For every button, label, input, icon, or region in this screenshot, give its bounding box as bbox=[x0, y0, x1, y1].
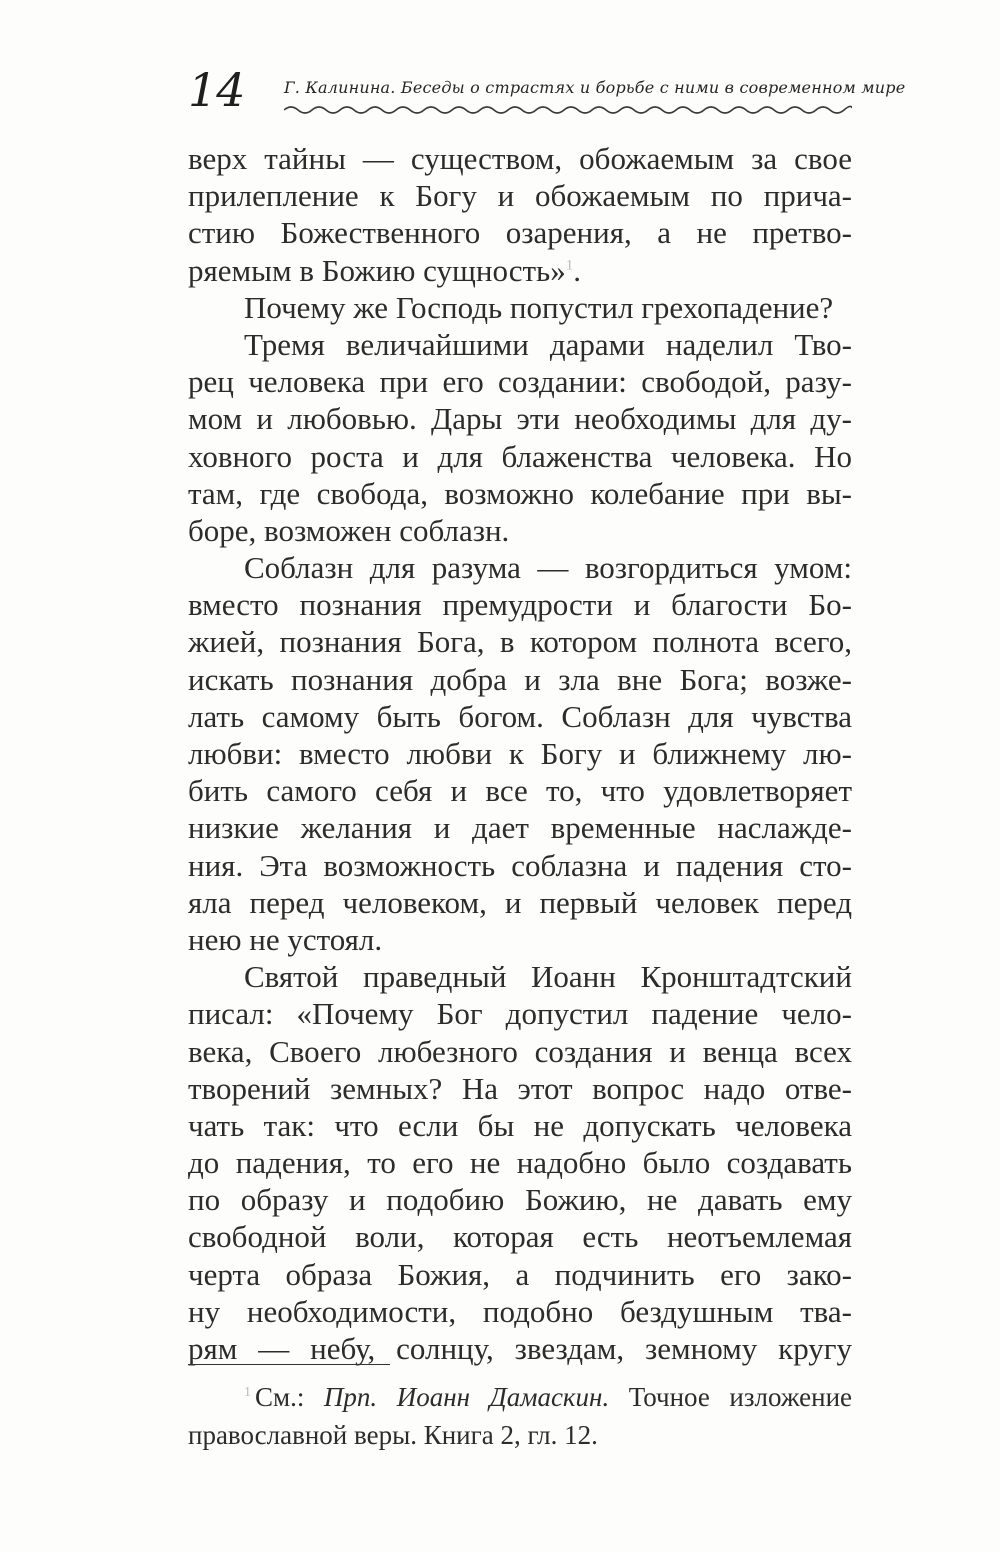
text-line bbox=[188, 252, 852, 289]
footnote-reference: 1 bbox=[565, 257, 574, 274]
text-line: рец человека при его создании: свободой, разу- bbox=[188, 364, 852, 400]
text-line: верх тайны — существом, обожаемым за свое bbox=[188, 141, 852, 176]
text-line: Тремя величайшими дарами наделил Тво- bbox=[244, 326, 852, 362]
wavy-rule bbox=[284, 104, 852, 116]
text-line: бить самого себя и все то, что удовлетворяет bbox=[188, 773, 852, 809]
text-line: рям — небу, солнцу, звездам, земному кругу bbox=[188, 1331, 852, 1366]
footnote-author: Прп. Иоанн Дамаскин. bbox=[323, 1382, 610, 1412]
text-line: творений земных? На этот вопрос надо отве- bbox=[188, 1070, 852, 1106]
text-line: лать самому быть богом. Соблазн для чувства bbox=[188, 698, 852, 734]
text-line: вместо познания премудрости и благости Бо- bbox=[188, 587, 852, 623]
text-line: века, Своего любезного создания и венца всех bbox=[188, 1033, 852, 1069]
running-title: Г. Калинина. Беседы о страстях и борьбе с ними в современном мире bbox=[284, 78, 906, 97]
footnote-prefix: См.: bbox=[255, 1382, 324, 1412]
text-line: черта образа Божия, а подчинить его зако- bbox=[188, 1256, 852, 1292]
text-line: Святой праведный Иоанн Кронштадтский bbox=[244, 959, 852, 995]
text-line: любви: вместо любви к Богу и ближнему лю- bbox=[188, 736, 852, 771]
text-line: свободной воли, которая есть неотъемлемая bbox=[188, 1219, 852, 1255]
text-line: яла перед человеком, и первый человек перед bbox=[188, 884, 852, 920]
text-line: прилепление к Богу и обожаемым по прича- bbox=[188, 178, 852, 214]
text-line: Почему же Господь попустил грехопадение? bbox=[244, 289, 834, 325]
text-line: писал: «Почему Бог допустил падение чело- bbox=[188, 996, 852, 1032]
footnote bbox=[188, 1378, 852, 1454]
text-line: стию Божественного озарения, а не претво- bbox=[188, 215, 852, 251]
text-line: жией, познания Бога, в котором полнота всего, bbox=[188, 624, 852, 660]
text-line-content: ряемым в Божию сущность» bbox=[188, 252, 566, 288]
footnote-line bbox=[188, 1378, 852, 1416]
text-line: по образу и подобию Божию, не давать ему bbox=[188, 1182, 852, 1218]
text-line: там, где свобода, возможно колебание при вы- bbox=[188, 475, 852, 511]
text-line: до падения, то его не надобно было создавать bbox=[188, 1145, 852, 1181]
page-number: 14 bbox=[188, 63, 245, 117]
footnote-number: 1 bbox=[244, 1385, 251, 1400]
text-line: боре, возможен соблазн. bbox=[188, 512, 510, 548]
text-line: Соблазн для разума — возгордиться умом: bbox=[244, 550, 852, 586]
text-line: ховного роста и для блаженства человека. Но bbox=[188, 438, 852, 474]
text-line: ния. Эта возможность соблазна и падения сто- bbox=[188, 847, 852, 883]
main-text bbox=[188, 140, 852, 1367]
text-line: мом и любовью. Дары эти необходимы для ду- bbox=[188, 401, 852, 437]
text-line: чать так: что если бы не допускать человека bbox=[188, 1107, 852, 1143]
text-line: ну необходимости, подобно бездушным тва- bbox=[188, 1293, 852, 1329]
text-line: низкие желания и дает временные наслажде- bbox=[188, 810, 852, 846]
text-line: искать познания добра и зла вне Бога; возже- bbox=[188, 661, 852, 697]
page-header bbox=[188, 62, 906, 122]
sentence-end: . bbox=[573, 252, 581, 288]
footnote-divider bbox=[188, 1364, 390, 1365]
footnote-line: православной веры. Книга 2, гл. 12. bbox=[188, 1420, 598, 1450]
text-line: нею не устоял. bbox=[188, 921, 383, 957]
footnote-title: Точное изложение bbox=[609, 1382, 852, 1412]
